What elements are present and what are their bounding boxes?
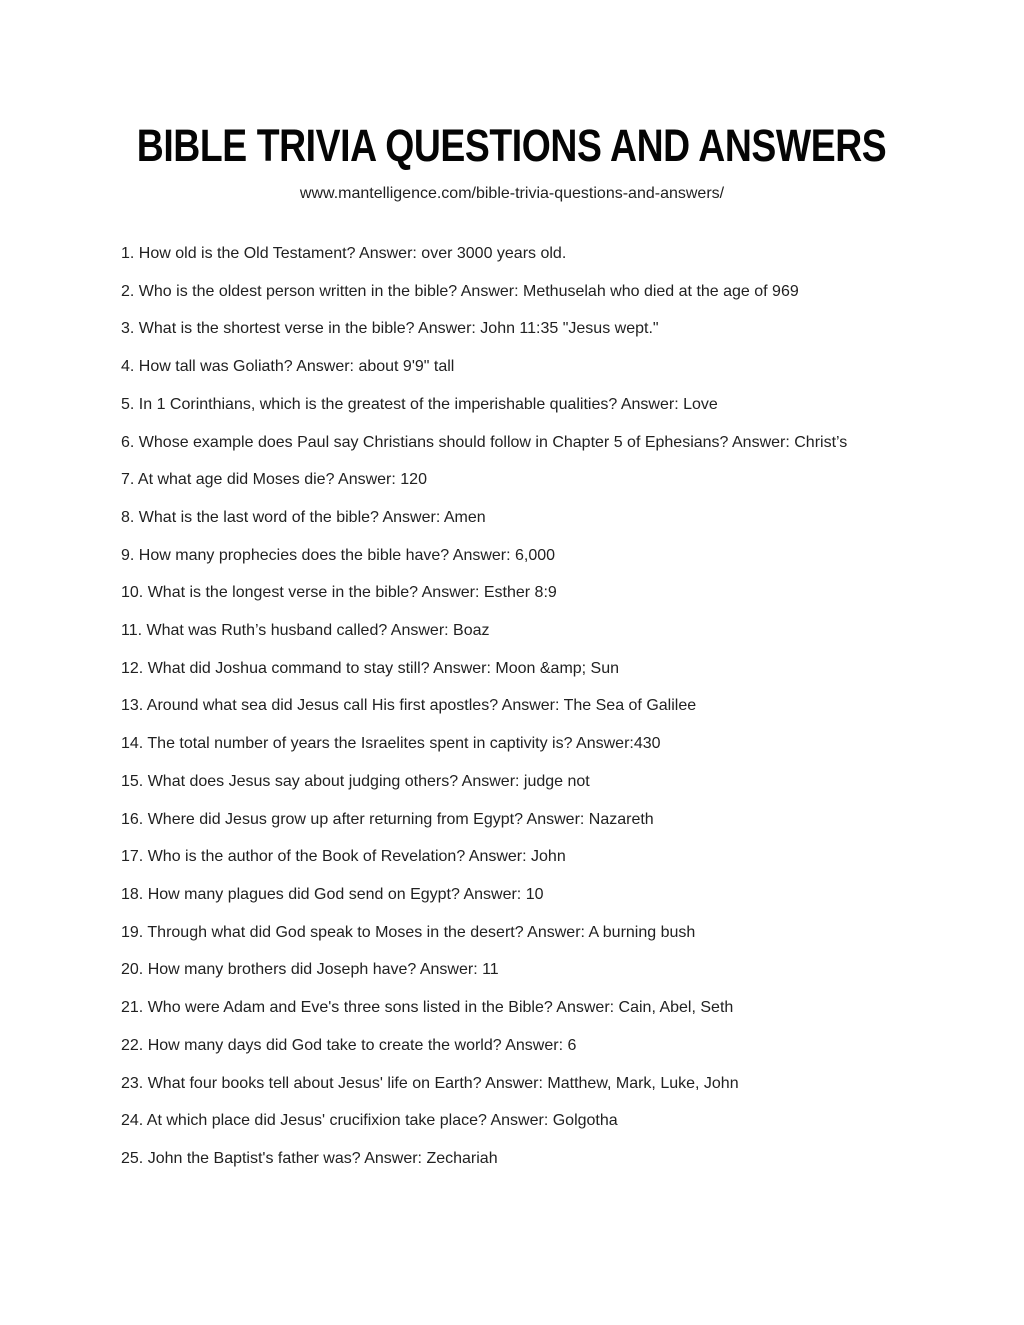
- question-item: 8. What is the last word of the bible? Answer: Amen: [121, 508, 486, 526]
- page-title: BIBLE TRIVIA QUESTIONS AND ANSWERS: [137, 120, 887, 171]
- question-item: 9. How many prophecies does the bible have? Answer: 6,000: [121, 546, 556, 564]
- question-item: 13. Around what sea did Jesus call His first apostles? Answer: The Sea of Galilee: [121, 697, 697, 715]
- question-item: 2. Who is the oldest person written in the bible? Answer: Methuselah who died at the age of 969: [121, 282, 799, 300]
- question-item: 21. Who were Adam and Eve's three sons listed in the Bible? Answer: Cain, Abel, Seth: [121, 999, 734, 1017]
- question-item: 4. How tall was Goliath? Answer: about 9'9" tall: [121, 358, 455, 376]
- question-item: 12. What did Joshua command to stay still? Answer: Moon &amp; Sun: [121, 659, 620, 677]
- question-item: 16. Where did Jesus grow up after returning from Egypt? Answer: Nazareth: [121, 810, 654, 828]
- question-item: 3. What is the shortest verse in the bible? Answer: John 11:35 "Jesus wept.": [121, 320, 659, 338]
- question-item: 5. In 1 Corinthians, which is the greatest of the imperishable qualities? Answer: Love: [121, 395, 718, 413]
- question-item: 23. What four books tell about Jesus' life on Earth? Answer: Matthew, Mark, Luke, John: [121, 1074, 739, 1092]
- question-item: 11. What was Ruth’s husband called? Answer: Boaz: [121, 622, 490, 640]
- question-item: 10. What is the longest verse in the bible? Answer: Esther 8:9: [121, 584, 557, 602]
- page-url: www.mantelligence.com/bible-trivia-questions-and-answers/: [299, 185, 725, 203]
- question-item: 15. What does Jesus say about judging others? Answer: judge not: [121, 772, 590, 790]
- question-item: 6. Whose example does Paul say Christians should follow in Chapter 5 of Ephesians? Answer: Christ’s: [121, 433, 848, 451]
- question-item: 20. How many brothers did Joseph have? Answer: 11: [121, 961, 499, 979]
- question-item: 17. Who is the author of the Book of Revelation? Answer: John: [121, 848, 566, 866]
- question-item: 7. At what age did Moses die? Answer: 120: [121, 471, 427, 489]
- question-item: 22. How many days did God take to create the world? Answer: 6: [121, 1036, 577, 1054]
- question-item: 1. How old is the Old Testament? Answer: over 3000 years old.: [121, 245, 567, 263]
- question-list: [0, 244, 1024, 1169]
- title-container: [0, 122, 1024, 169]
- question-item: 14. The total number of years the Israelites spent in captivity is? Answer:430: [121, 735, 661, 753]
- question-item: 24. At which place did Jesus' crucifixion take place? Answer: Golgotha: [121, 1112, 618, 1130]
- question-item: 25. John the Baptist's father was? Answer: Zechariah: [121, 1149, 498, 1167]
- question-item: 18. How many plagues did God send on Egypt? Answer: 10: [121, 886, 544, 903]
- question-item: 19. Through what did God speak to Moses in the desert? Answer: A burning bush: [121, 923, 696, 941]
